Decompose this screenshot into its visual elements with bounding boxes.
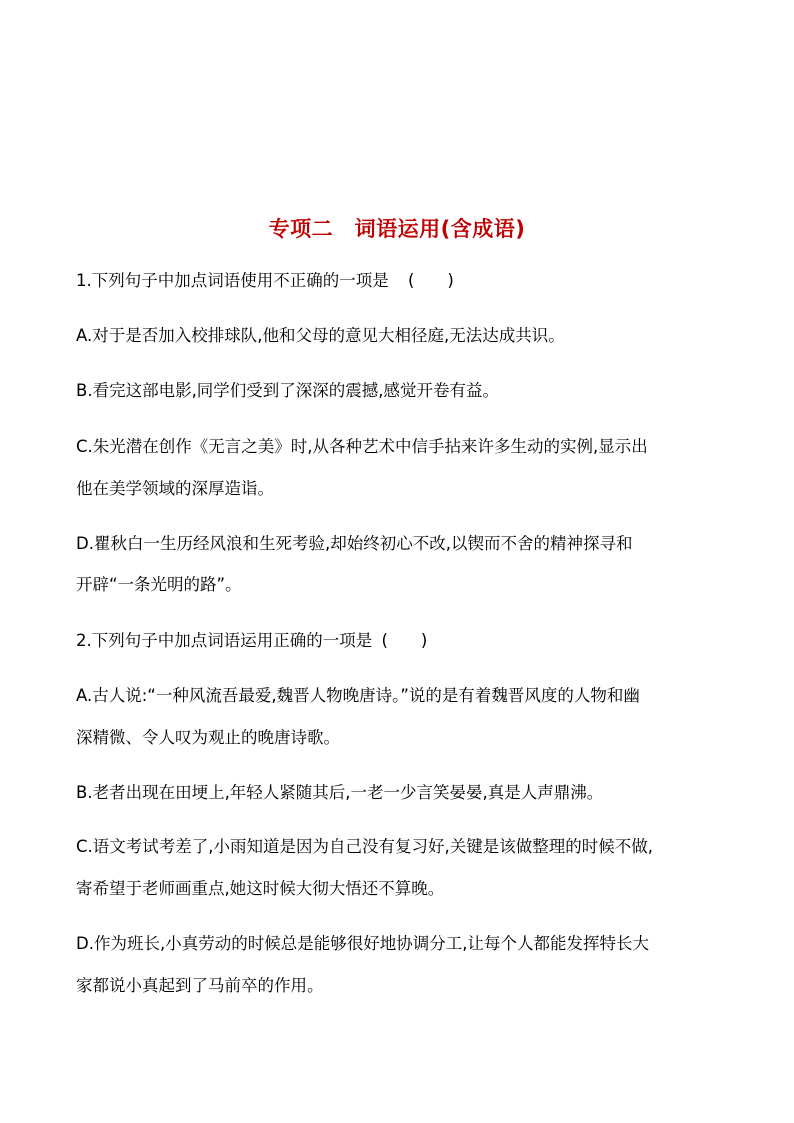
question-2-option-a-line-2: 深精微、令人叹为观止的晚唐诗歌。 — [76, 728, 340, 747]
question-2-option-d-line-1: D.作为班长,小真劳动的时候总是能够很好地协调分工,让每个人都能发挥特长大 — [76, 934, 649, 953]
question-1-option-b: B.看完这部电影,同学们受到了深深的震撼,感觉开卷有益。 — [76, 381, 500, 400]
question-2-option-d-line-2: 家都说小真起到了马前卒的作用。 — [76, 976, 324, 995]
question-1-option-d-line-1: D.瞿秋白一生历经风浪和生死考验,却始终初心不改,以锲而不舍的精神探寻和 — [76, 534, 633, 553]
question-1-stem — [76, 270, 736, 292]
question-2-option-a-line-1: A.古人说:“一种风流吾最爱,魏晋人物晚唐诗。”说的是有着魏晋风度的人物和幽 — [76, 686, 640, 705]
question-2-option-c-line-2: 寄希望于老师画重点,她这时候大彻大悟还不算晚。 — [76, 879, 445, 898]
question-1-option-d-line-2: 开辟“一条光明的路”。 — [76, 575, 242, 594]
question-2-option-c-line-1: C.语文考试考差了,小雨知道是因为自己没有复习好,关键是该做整理的时候不做, — [76, 837, 654, 856]
question-1-option-c-line-1: C.朱光潜在创作《无言之美》时,从各种艺术中信手拈来许多生动的实例,显示出 — [76, 437, 648, 456]
page-title: 专项二 词语运用(含成语) — [268, 217, 526, 241]
answer-blank: ( ) — [381, 631, 428, 650]
question-2-option-b: B.老者出现在田埂上,年轻人紧随其后,一老一少言笑晏晏,真是人声鼎沸。 — [76, 783, 604, 802]
question-1-option-c-line-2: 他在美学领域的深厚造诣。 — [76, 479, 274, 498]
question-1-option-a: A.对于是否加入校排球队,他和父母的意见大相径庭,无法达成共识。 — [76, 326, 565, 345]
question-2-stem — [76, 630, 736, 652]
answer-blank: ( ) — [408, 271, 454, 290]
question-stem-text: 2.下列句子中加点词语运用正确的一项是 — [76, 631, 373, 650]
question-stem-text: 1.下列句子中加点词语使用不正确的一项是 — [76, 271, 389, 290]
